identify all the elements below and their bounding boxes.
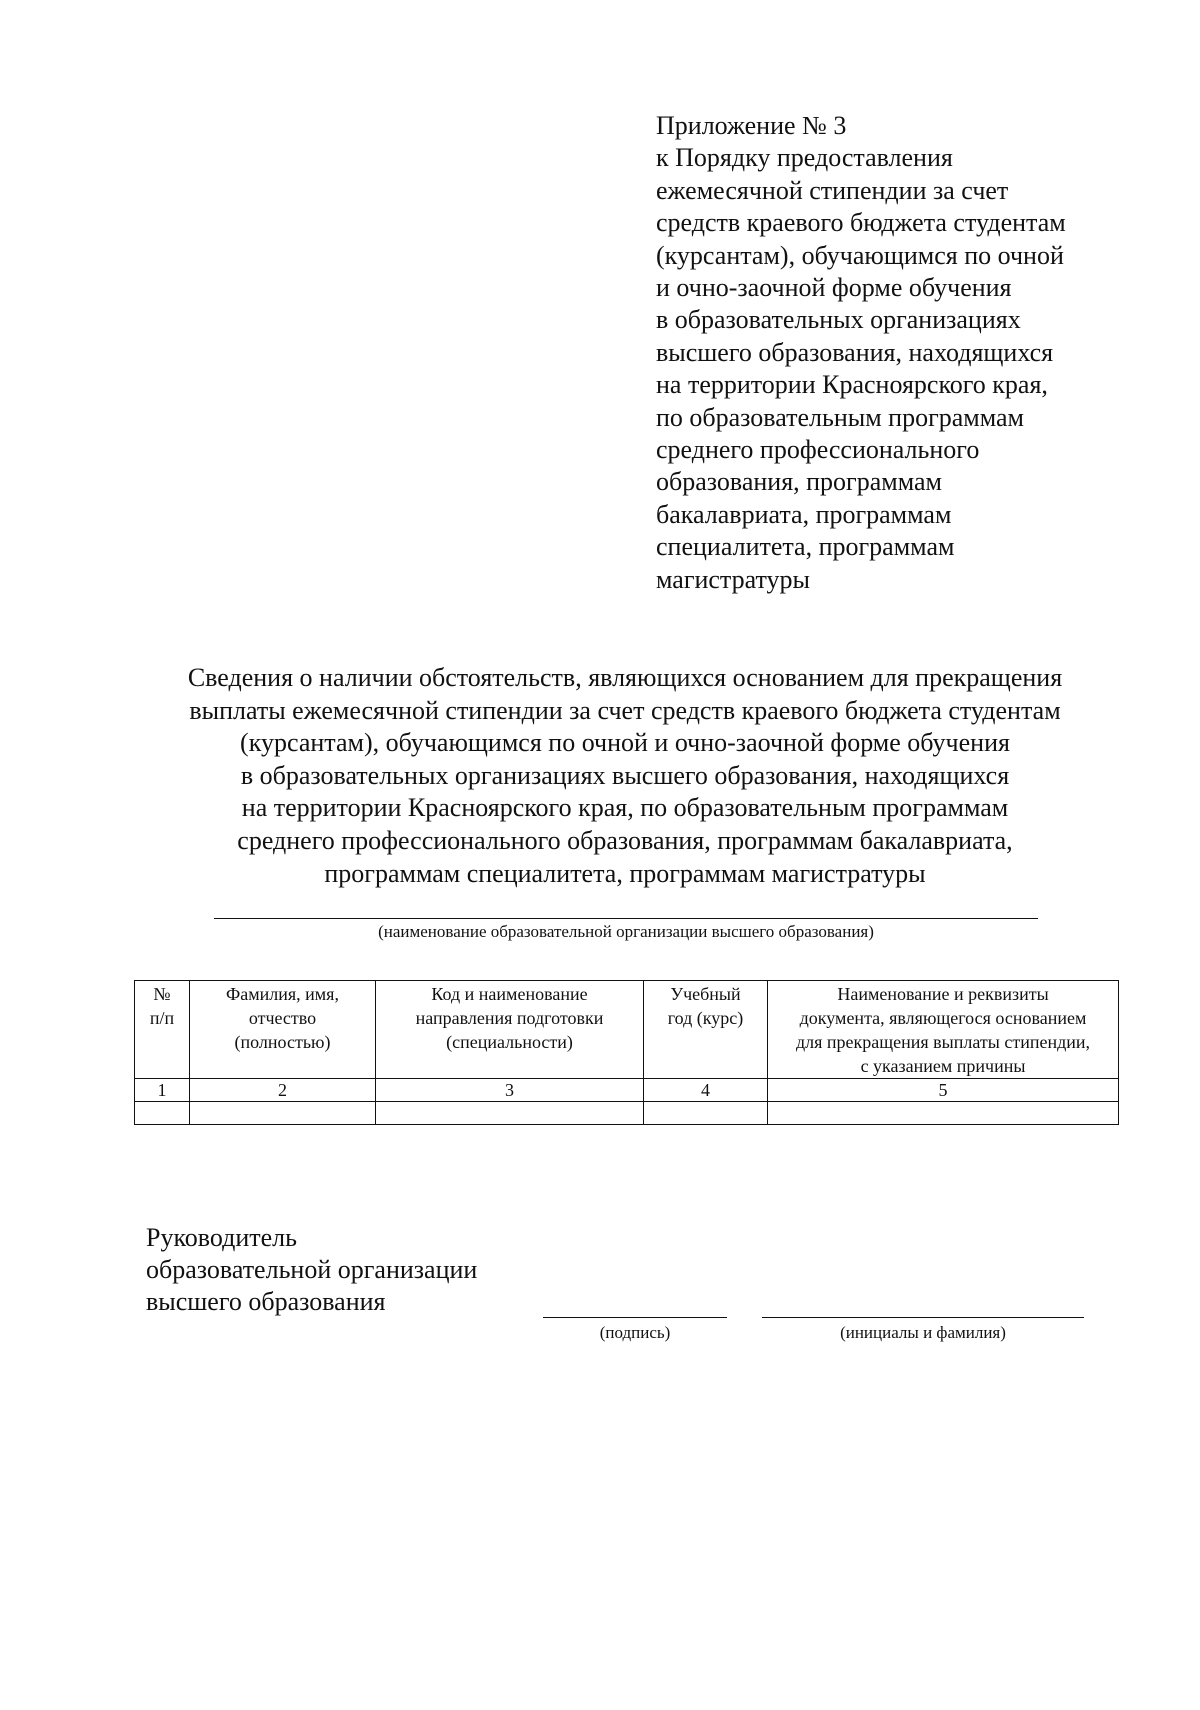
registry-table [134, 980, 1119, 1125]
appendix-line: Приложение № 3 [656, 111, 847, 140]
appendix-line: (курсантам), обучающимся по очной [656, 240, 1064, 270]
header-study-year: Учебный год (курс) [644, 981, 768, 1079]
appendix-line: ежемесячной стипендии за счет [656, 175, 1009, 205]
column-number: 2 [190, 1079, 376, 1102]
title-line: в образовательных организациях высшего образования, находящихся [240, 760, 1010, 790]
appendix-line: магистратуры [656, 564, 810, 594]
appendix-line: среднего профессионального [656, 435, 980, 465]
signatory-title-line: образовательной организации [146, 1255, 478, 1284]
title-line: на территории Красноярского края, по образовательным программам [241, 793, 1009, 823]
appendix-line: по образовательным программам [656, 402, 1025, 432]
title-line: среднего профессионального образования, программам бакалавриата, [237, 825, 1013, 855]
header-specialty: Код и наименование направления подготовки (специальности) [376, 981, 644, 1079]
header-full-name: Фамилия, имя, отчество (полностью) [190, 981, 376, 1079]
appendix-line: бакалавриата, программам [656, 499, 952, 529]
appendix-line: в образовательных организациях [656, 305, 1021, 335]
header-document-details: Наименование и реквизиты документа, являющегося основанием для прекращения выплаты стипендии, с указанием причины [768, 981, 1119, 1079]
name-caption: (инициалы и фамилия) [840, 1323, 1006, 1342]
appendix-block [656, 110, 1156, 596]
title-line: (курсантам), обучающимся по очной и очно-заочной форме обучения [240, 728, 1010, 758]
name-line [762, 1317, 1084, 1318]
table-header-row [135, 981, 1119, 1079]
column-number: 4 [644, 1079, 768, 1102]
signatory-title-line: высшего образования [146, 1287, 386, 1316]
title-line: выплаты ежемесячной стипендии за счет средств краевого бюджета студентам [189, 695, 1061, 725]
column-number: 3 [376, 1079, 644, 1102]
table-cell[interactable] [135, 1102, 190, 1125]
column-number: 1 [135, 1079, 190, 1102]
appendix-line: средств краевого бюджета студентам [656, 208, 1066, 238]
column-number-row [135, 1079, 1119, 1102]
table-cell[interactable] [768, 1102, 1119, 1125]
appendix-line: высшего образования, находящихся [656, 337, 1054, 367]
header-number: № п/п [135, 981, 190, 1079]
signature-line [543, 1317, 727, 1318]
document-title [100, 662, 1150, 890]
appendix-line: к Порядку предоставления [656, 143, 953, 173]
title-line: Сведения о наличии обстоятельств, являющихся основанием для прекращения [187, 663, 1063, 692]
appendix-line: специалитета, программам [656, 532, 955, 562]
signatory-title-line: Руководитель [146, 1223, 297, 1252]
organization-name-line [214, 918, 1038, 919]
appendix-line: и очно-заочной форме обучения [656, 273, 1012, 303]
signatory-title [146, 1222, 477, 1318]
signature-caption: (подпись) [599, 1323, 671, 1342]
appendix-line: образования, программам [656, 467, 942, 497]
title-line: программам специалитета, программам магистратуры [324, 858, 926, 888]
organization-caption: (наименование образовательной организации высшего образования) [378, 922, 874, 941]
table-row [135, 1102, 1119, 1125]
table-cell[interactable] [376, 1102, 644, 1125]
table-cell[interactable] [190, 1102, 376, 1125]
column-number: 5 [768, 1079, 1119, 1102]
table-cell[interactable] [644, 1102, 768, 1125]
appendix-line: на территории Красноярского края, [656, 370, 1048, 400]
